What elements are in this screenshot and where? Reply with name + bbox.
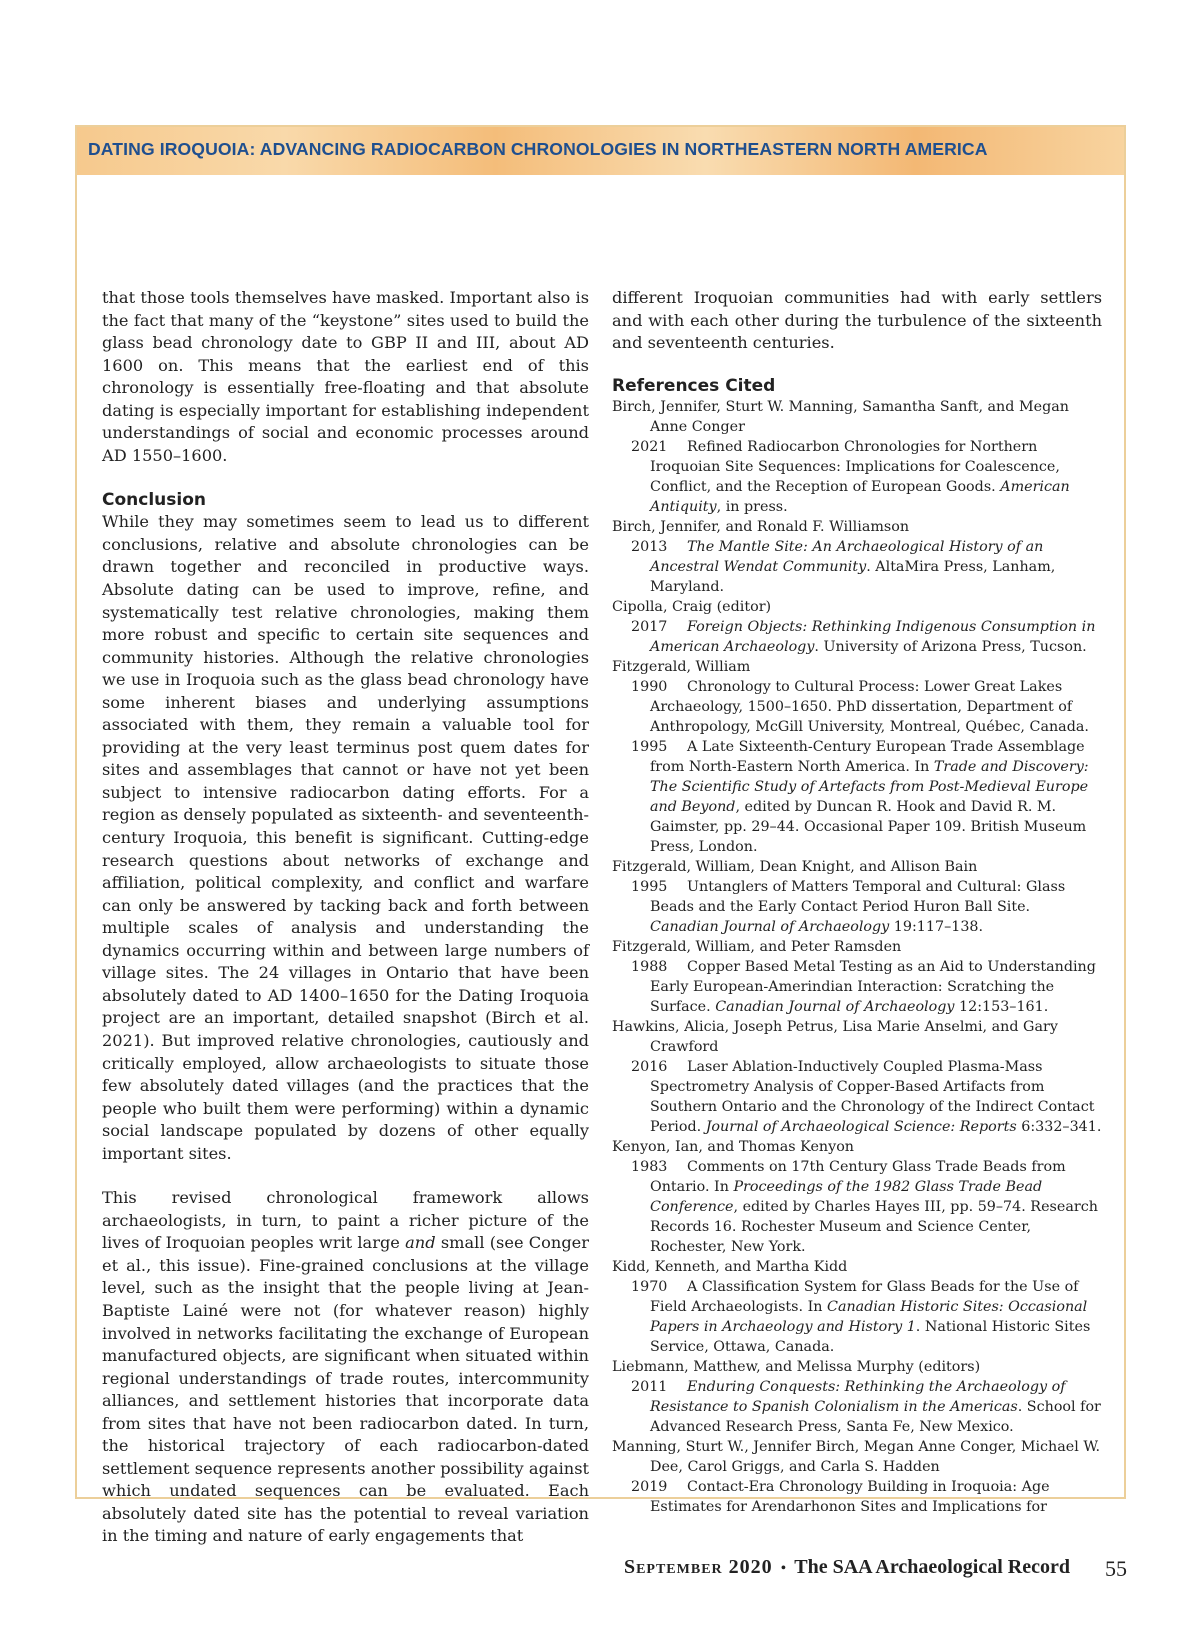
reference-entry: 1983 Comments on 17th Century Glass Trade Beads from Ontario. In Proceedings of the 1982 Glass Trade Bead Conference, edited by Charles Hayes III, pp. 59–74. Research Records 16. Rochester Museum and Science Center, Rochester, New York. <box>631 1158 1098 1255</box>
reference-author: Fitzgerald, William, and Peter Ramsden <box>612 938 902 955</box>
reference-author: Fitzgerald, William <box>612 658 751 675</box>
reference-author: Cipolla, Craig (editor) <box>612 598 772 615</box>
article-series-title: DATING IROQUOIA: ADVANCING RADIOCARBON CHRONOLOGIES IN NORTHEASTERN NORTH AMERICA <box>88 139 988 159</box>
page-footer <box>624 1556 1070 1579</box>
reference-list <box>612 397 1102 1517</box>
references-heading: References Cited <box>612 375 776 396</box>
reference-entry: 1990 Chronology to Cultural Process: Lower Great Lakes Archaeology, 1500–1650. PhD dissertation, Department of Anthropology, McGill University, Montreal, Québec, Canada. <box>631 678 1089 735</box>
body-paragraph: that those tools themselves have masked. Important also is the fact that many of the “keystone” sites used to build the glass bead chronology date to GBP II and III, about AD 1600 on. This means that the earliest end of this chronology is essentially free-floating and that absolute dating is especially important for establishing independent understandings of social and economic processes around AD 1550–1600. <box>102 288 589 465</box>
reference-author: Birch, Jennifer, Sturt W. Manning, Samantha Sanft, and Megan Anne Conger <box>612 398 1069 435</box>
reference-author: Kidd, Kenneth, and Martha Kidd <box>612 1258 848 1275</box>
left-column <box>102 287 589 1548</box>
reference-entry: 1995 A Late Sixteenth-Century European Trade Assemblage from North-Eastern North America. In Trade and Discovery: The Scientific Study of Artefacts from Post-Medieval Europe and Beyond, edited by Duncan R. Hook and David R. M. Gaimster, pp. 29–44. Occasional Paper 109. British Museum Press, London. <box>631 738 1089 855</box>
conclusion-heading: Conclusion <box>102 490 206 511</box>
footer-separator: • <box>780 1560 787 1577</box>
footer-issue-date: September 2020 <box>623 1556 773 1578</box>
reference-entry: 1970 A Classification System for Glass Beads for the Use of Field Archaeologists. In Canadian Historic Sites: Occasional Papers in Archaeology and History 1. National Historic Sites Service, Ottawa, Canada. <box>631 1278 1091 1355</box>
reference-author: Hawkins, Alicia, Joseph Petrus, Lisa Marie Anselmi, and Gary Crawford <box>612 1018 1058 1055</box>
body-paragraph: different Iroquoian communities had with early settlers and with each other during the turbulence of the sixteenth and seventeenth centuries. <box>612 288 1102 353</box>
reference-author: Manning, Sturt W., Jennifer Birch, Megan Anne Conger, Michael W. Dee, Carol Griggs, and Carla S. Hadden <box>612 1438 1101 1475</box>
reference-entry: 2019 Contact-Era Chronology Building in Iroquoia: Age Estimates for Arendarhonon Sites and Implications for <box>631 1478 1050 1515</box>
body-paragraph: This revised chronological framework allows archaeologists, in turn, to paint a richer picture of the lives of Iroquoian peoples writ large and small (see Conger et al., this issue). Fine-grained conclusions at the village level, such as the insight that the people living at Jean-Baptiste Lainé were not (for whatever reason) highly involved in networks facilitating the exchange of European manufactured objects, are significant when situated within regional understandings of trade routes, intercommunity alliances, and settlement histories that incorporate data from sites that have not been radiocarbon dated. In turn, the historical trajectory of each radiocarbon-dated settlement sequence represents another possibility against which undated sequences can be evaluated. Each absolutely dated site has the potential to reveal variation in the timing and nature of early engagements that <box>102 1188 589 1546</box>
reference-entry: 2021 Refined Radiocarbon Chronologies for Northern Iroquoian Site Sequences: Implications for Coalescence, Conflict, and the Reception of European Goods. American Antiquity, in press. <box>631 438 1070 515</box>
reference-entry: 1988 Copper Based Metal Testing as an Aid to Understanding Early European-Amerindian Interaction: Scratching the Surface. Canadian Journal of Archaeology 12:153–161. <box>631 958 1096 1015</box>
reference-author: Birch, Jennifer, and Ronald F. Williamson <box>612 518 910 535</box>
reference-entry: 2013 The Mantle Site: An Archaeological History of an Ancestral Wendat Community. AltaMira Press, Lanham, Maryland. <box>631 538 1056 595</box>
reference-entry: 1995 Untanglers of Matters Temporal and Cultural: Glass Beads and the Early Contact Period Huron Ball Site. Canadian Journal of Archaeology 19:117–138. <box>631 878 1066 935</box>
reference-entry: 2011 Enduring Conquests: Rethinking the Archaeology of Resistance to Spanish Colonialism in the Americas. School for Advanced Research Press, Santa Fe, New Mexico. <box>631 1378 1101 1435</box>
footer-journal-title: The SAA Archaeological Record <box>794 1556 1070 1578</box>
reference-author: Liebmann, Matthew, and Melissa Murphy (editors) <box>612 1358 981 1375</box>
reference-entry: 2016 Laser Ablation-Inductively Coupled Plasma-Mass Spectrometry Analysis of Copper-Based Artifacts from Southern Ontario and the Chronology of the Indirect Contact Period. Journal of Archaeological Science: Reports 6:332–341. <box>631 1058 1102 1135</box>
page-number: 55 <box>1105 1556 1127 1581</box>
reference-entry: 2017 Foreign Objects: Rethinking Indigenous Consumption in American Archaeology. University of Arizona Press, Tucson. <box>631 618 1096 655</box>
reference-author: Kenyon, Ian, and Thomas Kenyon <box>612 1138 855 1155</box>
reference-author: Fitzgerald, William, Dean Knight, and Allison Bain <box>612 858 978 875</box>
conclusion-paragraph: While they may sometimes seem to lead us to different conclusions, relative and absolute chronologies can be drawn together and reconciled in productive ways. Absolute dating can be used to improve, refine, and systematically test relative chronologies, making them more robust and specific to certain site sequences and community histories. Although the relative chronologies we use in Iroquoia such as the glass bead chronology have some inherent biases and underlying assumptions associated with them, they remain a valuable tool for providing at the very least terminus post quem dates for sites and assemblages that cannot or have not yet been subject to intensive radiocarbon dating efforts. For a region as densely populated as sixteenth- and seventeenth-century Iroquoia, this benefit is significant. Cutting-edge research questions about networks of exchange and affiliation, political complexity, and conflict and warfare can only be answered by tacking back and forth between multiple scales of analysis and understanding the dynamics occurring within and between large numbers of village sites. The 24 villages in Ontario that have been absolutely dated to AD 1400–1650 for the Dating Iroquoia project are an important, detailed snapshot (Birch et al. 2021). But improved relative chronologies, cautiously and critically employed, allow archaeologists to situate those few absolutely dated villages (and the practices that the people who built them were performing) within a dynamic social landscape populated by dozens of other equally important sites. <box>102 512 589 1163</box>
right-column <box>612 287 1102 1517</box>
